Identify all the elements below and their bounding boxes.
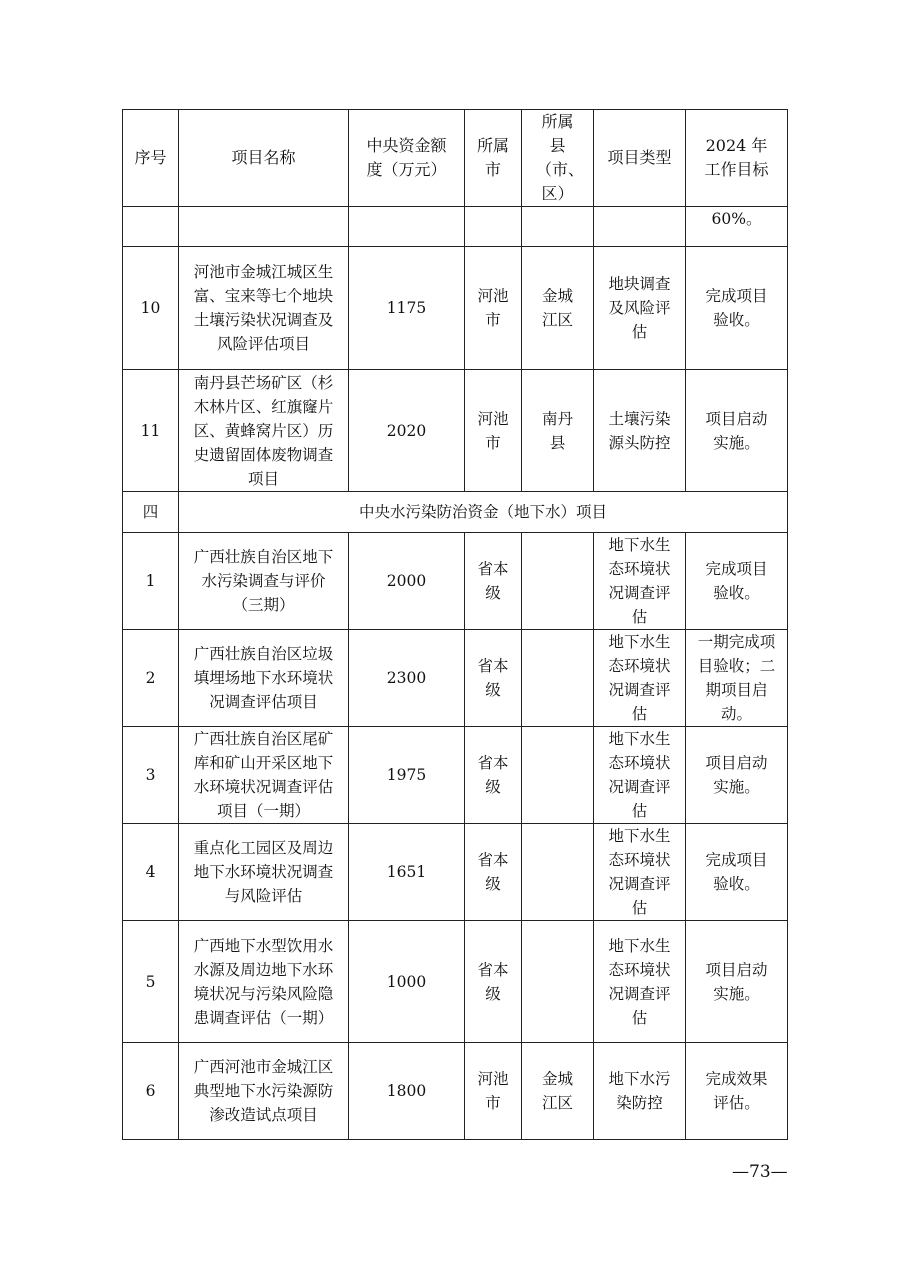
table-row — [123, 207, 788, 247]
cell-county: 金城江区 — [522, 247, 594, 370]
cell-county — [522, 824, 594, 921]
cell-type: 地下水生态环境状况调查评估 — [594, 727, 686, 824]
cell-no: 10 — [123, 247, 179, 370]
cell-fund: 1800 — [349, 1043, 465, 1140]
cell-type: 地下水生态环境状况调查评估 — [594, 824, 686, 921]
cell-county — [522, 727, 594, 824]
cell-city: 省本级 — [465, 533, 522, 630]
cell-goal: 项目启动实施。 — [686, 727, 788, 824]
table-row — [123, 370, 788, 492]
cell-city: 河池市 — [465, 247, 522, 370]
page-number: —73— — [732, 1162, 788, 1182]
cell-fund: 1000 — [349, 921, 465, 1043]
cell-no: 1 — [123, 533, 179, 630]
cell-goal: 项目启动实施。 — [686, 370, 788, 492]
cell-fund: 2020 — [349, 370, 465, 492]
header-county: 所属县（市、区） — [522, 110, 594, 207]
table-header-row — [123, 110, 788, 207]
section-no: 四 — [123, 492, 179, 533]
cell-fund: 2300 — [349, 630, 465, 727]
header-no: 序号 — [123, 110, 179, 207]
cell-city: 省本级 — [465, 630, 522, 727]
cell-no: 2 — [123, 630, 179, 727]
cell-no: 3 — [123, 727, 179, 824]
table-row — [123, 630, 788, 727]
cell-no: 4 — [123, 824, 179, 921]
table-row — [123, 824, 788, 921]
cell-county — [522, 921, 594, 1043]
cell-goal: 完成项目验收。 — [686, 533, 788, 630]
header-city: 所属市 — [465, 110, 522, 207]
cell-name: 广西河池市金城江区典型地下水污染源防渗改造试点项目 — [179, 1043, 349, 1140]
cell-county: 金城江区 — [522, 1043, 594, 1140]
cell-fund: 1175 — [349, 247, 465, 370]
cell-city: 省本级 — [465, 824, 522, 921]
cell-name: 广西壮族自治区尾矿库和矿山开采区地下水环境状况调查评估项目（一期） — [179, 727, 349, 824]
cell-goal: 一期完成项目验收；二期项目启动。 — [686, 630, 788, 727]
cell-city: 河池市 — [465, 370, 522, 492]
cell-type: 地下水生态环境状况调查评估 — [594, 630, 686, 727]
table-row — [123, 921, 788, 1043]
cell-type: 地下水污染防控 — [594, 1043, 686, 1140]
cell-city: 省本级 — [465, 727, 522, 824]
cell-goal: 完成项目验收。 — [686, 247, 788, 370]
header-goal: 2024 年工作目标 — [686, 110, 788, 207]
header-name: 项目名称 — [179, 110, 349, 207]
cell-name: 河池市金城江城区生富、宝来等七个地块土壤污染状况调查及风险评估项目 — [179, 247, 349, 370]
cell-type: 土壤污染源头防控 — [594, 370, 686, 492]
cell-type: 地下水生态环境状况调查评估 — [594, 533, 686, 630]
table-row — [123, 727, 788, 824]
cell-goal: 完成效果评估。 — [686, 1043, 788, 1140]
cell-no: 6 — [123, 1043, 179, 1140]
table-row — [123, 1043, 788, 1140]
cell-fund: 2000 — [349, 533, 465, 630]
cell-county — [522, 630, 594, 727]
cell-name: 广西壮族自治区垃圾填埋场地下水环境状况调查评估项目 — [179, 630, 349, 727]
cell-county: 南丹县 — [522, 370, 594, 492]
table-row — [123, 247, 788, 370]
cell-no: 5 — [123, 921, 179, 1043]
cell-fund: 1975 — [349, 727, 465, 824]
table-row — [123, 533, 788, 630]
cell-type: 地块调查及风险评估 — [594, 247, 686, 370]
cell-name: 广西地下水型饮用水水源及周边地下水环境状况与污染风险隐患调查评估（一期） — [179, 921, 349, 1043]
section-row — [123, 492, 788, 533]
cell-type: 地下水生态环境状况调查评估 — [594, 921, 686, 1043]
cell-goal: 60%。 — [686, 207, 788, 247]
cell-city: 省本级 — [465, 921, 522, 1043]
project-table — [122, 109, 788, 1140]
cell-goal: 项目启动实施。 — [686, 921, 788, 1043]
cell-fund: 1651 — [349, 824, 465, 921]
cell-no: 11 — [123, 370, 179, 492]
header-fund: 中央资金额度（万元） — [349, 110, 465, 207]
cell-name: 广西壮族自治区地下水污染调查与评价（三期） — [179, 533, 349, 630]
header-type: 项目类型 — [594, 110, 686, 207]
section-title: 中央水污染防治资金（地下水）项目 — [179, 492, 788, 533]
cell-name: 南丹县芒场矿区（杉木林片区、红旗窿片区、黄蜂窝片区）历史遗留固体废物调查项目 — [179, 370, 349, 492]
cell-city: 河池市 — [465, 1043, 522, 1140]
cell-county — [522, 533, 594, 630]
cell-name: 重点化工园区及周边地下水环境状况调查与风险评估 — [179, 824, 349, 921]
cell-goal: 完成项目验收。 — [686, 824, 788, 921]
